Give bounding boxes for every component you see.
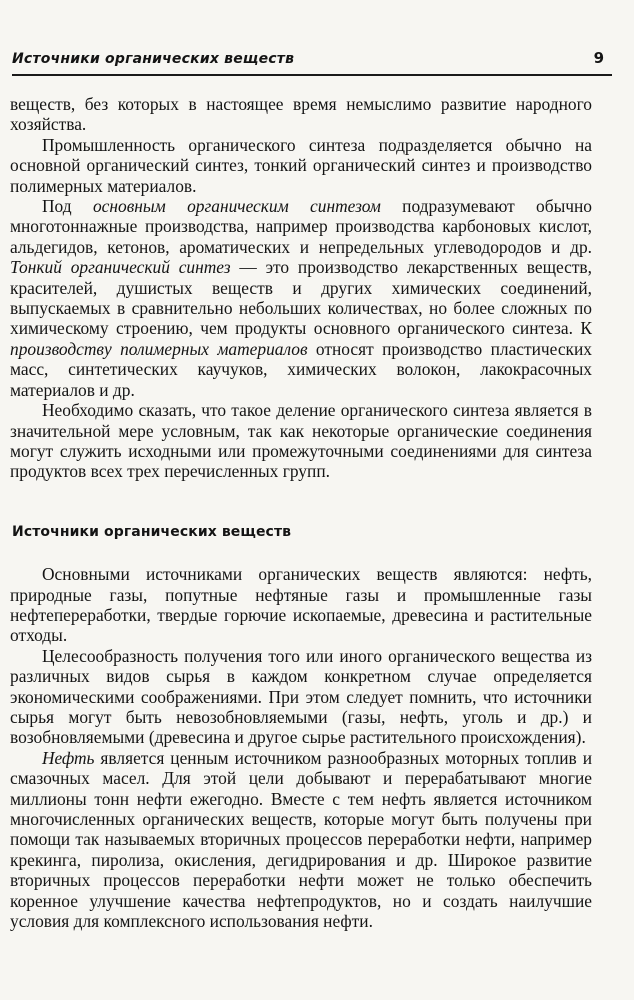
term-basic-synthesis: основным органическим синтезом	[92, 196, 381, 217]
text-run: Под	[42, 196, 93, 217]
paragraph-conditional-division: Необходимо сказать, что такое деление органического синтеза является в значительной мере условным, так как некоторые органические соединения могут служить исходными или промежуточными соединениями для синтеза продуктов всех трех перечисленных групп.	[10, 400, 592, 482]
text-run: — это производство лекарственных веществ, красителей, душистых веществ и других химических соединений, выпускаемых в сравнительно небольших количествах, но более сложных по химическому строению, чем продукты основного органического синтеза. К	[10, 257, 592, 339]
text-run: относят производство пластических масс, синтетических каучуков, химических волокон, лакокрасочных материалов и др.	[10, 338, 592, 400]
paragraph-raw-material-economics: Целесообразность получения того или иного органического вещества из различных видов сырья в каждом конкретном случае определяется экономическими соображениями. При этом следует помнить, что источники сырья могут быть невозобновляемыми (газы, нефть, уголь и др.) и возобновляемыми (древесина и другое сырье растительного происхождения).	[10, 645, 592, 748]
running-header	[12, 48, 612, 76]
page-body	[10, 94, 592, 931]
term-fine-synthesis: Тонкий органический синтез	[10, 257, 231, 278]
page-number: 9	[593, 49, 604, 67]
paragraph-synthesis-types	[10, 196, 592, 400]
section-heading: Источники органических веществ	[12, 523, 292, 540]
running-title: Источники органических веществ	[12, 51, 295, 67]
paragraph-continued: веществ, без которых в настоящее время немыслимо развитие народного хозяйства.	[10, 94, 592, 135]
term-oil: Нефть	[42, 747, 95, 768]
text-run: подразумевают обычно многотоннажные производства, например производства карбоновых кислот, альдегидов, кетонов, ароматических и непредельных углеводородов и др.	[10, 196, 593, 257]
term-polymer-production: производству полимерных материалов	[10, 338, 308, 359]
text-run: является ценным источником разнообразных моторных топлив и смазочных масел. Для этой цели добывают и перерабатывают многие миллионы тонн нефти ежегодно. Вместе с тем нефть является источником многочисленных органических веществ, которые могут быть получены при помощи так называемых вторичных процессов переработки нефти, например крекинга, пиролиза, окисления, дегидрирования и др. Широкое развитие вторичных процессов переработки нефти может не только обеспечить коренное улучшение качества нефтепродуктов, но и создать наилучшие условия для комплексного использования нефти.	[10, 747, 592, 932]
paragraph-oil	[10, 748, 592, 932]
paragraph-main-sources: Основными источниками органических веществ являются: нефть, природные газы, попутные нефтяные газы и промышленные газы нефтепереработки, твердые горючие ископаемые, древесина и растительные отходы.	[10, 564, 592, 646]
paragraph-industry-division: Промышленность органического синтеза подразделяется обычно на основной органический синтез, тонкий органический синтез и производство полимерных материалов.	[10, 134, 592, 196]
